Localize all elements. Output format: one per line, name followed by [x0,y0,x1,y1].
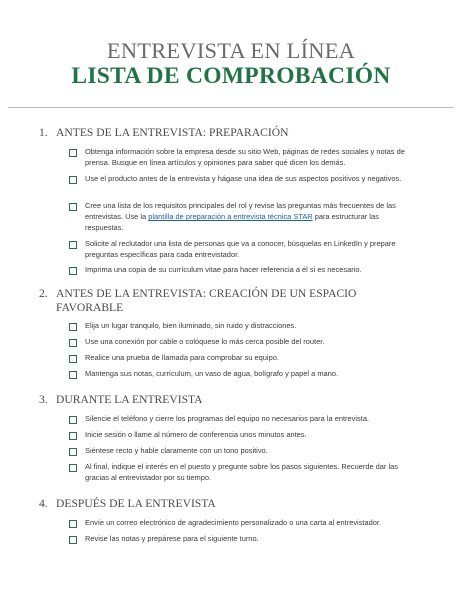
star-template-link[interactable]: plantilla de preparación a entrevista técnica STAR [148,212,313,222]
section-2-heading [39,287,406,315]
checklist-item-text [85,200,415,234]
checklist-item-text: Use una conexión por cable o colóquese lo más cerca posible del router. [85,337,325,346]
section-4-heading [39,497,416,511]
checkbox[interactable] [69,323,77,331]
checklist-item-text: Inicie sesión o llame al número de conferencia unos minutos antes. [85,430,307,439]
checklist-item-text: Elija un lugar tranquilo, bien iluminado, sin ruido y distracciones. [85,321,297,330]
title-line-1: ENTREVISTA EN LÍNEA [106,38,356,63]
item-text-after-link: para estructurar las respuestas. [85,212,379,233]
checkbox[interactable] [69,339,77,347]
section-1-number: 1. [39,126,48,139]
checkbox[interactable] [69,267,77,275]
checkbox[interactable] [69,464,77,472]
checklist-item-text: Al final, indique el interés en el puesto y pregunte sobre los pasos siguientes. Recuerde dar las gracias al entrevistador por su tiempo. [85,462,398,483]
checklist-item-text: Use el producto antes de la entrevista y hágase una idea de sus aspectos positivos y negativos. [85,174,402,183]
checkbox[interactable] [69,371,77,379]
checkbox[interactable] [69,416,77,424]
section-4-title: DESPUÉS DE LA ENTREVISTA [56,497,216,510]
section-4-number: 4. [39,497,48,510]
checklist-item-text: Silencie el teléfono y cierre los programas del equipo no necesarios para la entrevista. [85,414,370,423]
checkbox[interactable] [69,448,77,456]
section-2-number: 2. [39,287,48,300]
checkbox[interactable] [69,241,77,249]
checklist-item-text: Realice una prueba de llamada para comprobar su equipo. [85,353,279,362]
checklist-item-text: Siéntese recto y hable claramente con un tono positivo. [85,446,268,455]
checkbox[interactable] [69,149,77,157]
checklist-item-text: Solicite al reclutador una lista de personas que va a conocer, búsquelas en LinkedIn y prepare preguntas específicas para cada entrevistador. [85,239,396,260]
checkbox[interactable] [69,203,77,211]
section-1-heading [39,126,416,140]
checkbox[interactable] [69,355,77,363]
checkbox[interactable] [69,432,77,440]
checkbox[interactable] [69,536,77,544]
checklist-item-text: Imprima una copia de su currículum vitae para hacer referencia a él si es necesario. [85,265,362,274]
section-1-title: ANTES DE LA ENTREVISTA: PREPARACIÓN [56,126,289,139]
section-3-heading [39,393,416,407]
checklist-item-text: Revise las notas y prepárese para el siguiente turno. [85,534,259,543]
section-3-title: DURANTE LA ENTREVISTA [56,393,203,406]
item-text-before-link: Cree una lista de los requisitos principales del rol y revise las preguntas más frecuentes de las entrevistas. Use la [85,201,396,222]
checklist-item-text: Obtenga información sobre la empresa desde su sitio Web, páginas de redes sociales y notas de prensa. Busque en línea artículos y opiniones para saber qué dicen los demás. [85,147,405,168]
title-divider [8,107,454,108]
section-3-number: 3. [39,393,48,406]
checkbox[interactable] [69,176,77,184]
section-2-title: ANTES DE LA ENTREVISTA: CREACIÓN DE UN ESPACIO FAVORABLE [56,287,357,314]
checklist-item-text: Envíe un correo electrónico de agradecimiento personalizado o una carta al entrevistador. [85,518,382,527]
title-line-2: LISTA DE COMPROBACIÓN [71,63,391,89]
checkbox[interactable] [69,520,77,528]
checklist-item-text: Mantenga sus notas, currículum, un vaso de agua, bolígrafo y papel a mano. [85,369,339,378]
